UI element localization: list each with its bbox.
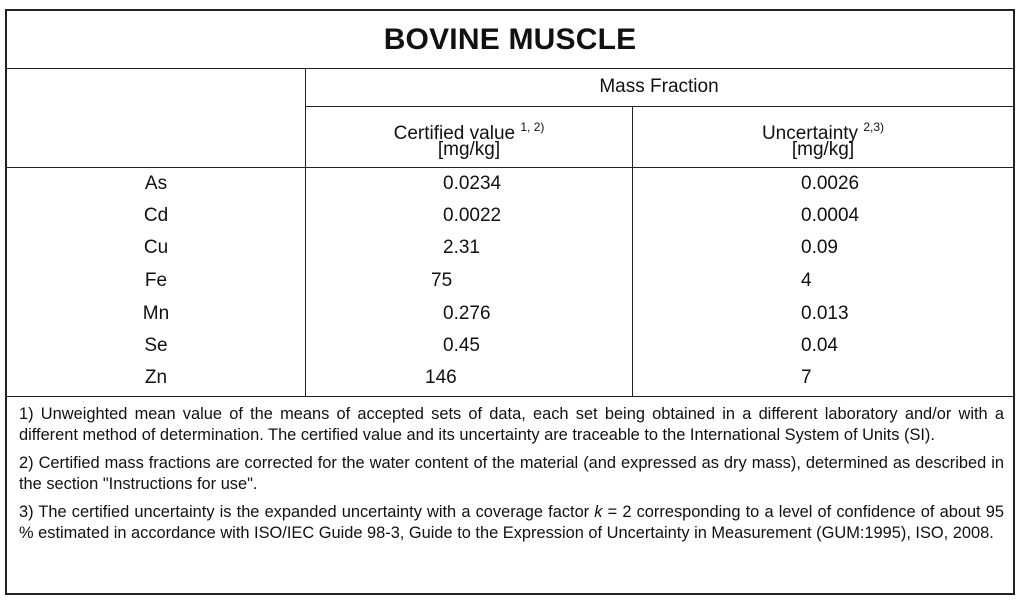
- uncertainty-cell: 0.04: [801, 335, 838, 356]
- certified-value-header: [306, 106, 632, 167]
- certified-value-cell: 0.45: [443, 335, 480, 356]
- footnote-2: 2) Certified mass fractions are corrected for the water content of the material (and expressed as dry mass), determined as described in the section "Instructions for use".: [19, 454, 1004, 493]
- uncertainty-cell: 0.09: [801, 237, 838, 258]
- certified-value-cell: 2.31: [443, 237, 480, 258]
- certified-value-footnote-ref: 1, 2): [520, 120, 545, 134]
- element-cell: As: [144, 173, 168, 194]
- footnote-3-text-end: = 2 corresponding to a level of confidence of about 95 % estimated in accordance with ISO/IEC Guide 98-3, Guide to the Expression of Uncertainty in Measurement (GUM:1995), ISO, 2008.: [19, 503, 1004, 542]
- table-row: [7, 168, 1013, 200]
- uncertainty-unit: [mg/kg]: [791, 139, 855, 160]
- table-row: [7, 200, 1013, 232]
- certified-value-label: Certified value: [393, 123, 516, 144]
- element-cell: Mn: [142, 303, 170, 324]
- table-row: [7, 362, 1013, 394]
- mass-fraction-header: Mass Fraction: [599, 76, 719, 97]
- table-row: [7, 298, 1013, 330]
- table-row: [7, 232, 1013, 264]
- uncertainty-cell: 7: [801, 367, 812, 388]
- table-row: [7, 265, 1013, 297]
- certified-value-cell: 0.276: [443, 303, 491, 324]
- certified-value-cell: 0.0022: [443, 205, 502, 226]
- uncertainty-footnote-ref: 2,3): [863, 120, 885, 134]
- certificate-table: [5, 9, 1015, 595]
- element-cell: Zn: [144, 367, 168, 388]
- footnotes: [7, 396, 1013, 593]
- element-cell: Se: [144, 335, 168, 356]
- uncertainty-cell: 0.0004: [801, 205, 860, 226]
- table-title: BOVINE MUSCLE: [7, 11, 1013, 69]
- element-cell: Cu: [143, 237, 169, 258]
- uncertainty-cell: 0.013: [801, 303, 849, 324]
- uncertainty-cell: 0.0026: [801, 173, 860, 194]
- element-cell: Fe: [144, 270, 168, 291]
- data-table: [7, 68, 1013, 396]
- table-row: [7, 330, 1013, 362]
- certified-value-unit: [mg/kg]: [437, 139, 501, 160]
- footnote-3: [19, 502, 1004, 544]
- certified-value-cell: 75: [431, 270, 453, 291]
- certified-value-cell: 0.0234: [443, 173, 502, 194]
- uncertainty-header: [633, 106, 1013, 167]
- certified-value-cell: 146: [425, 367, 457, 388]
- footnote-1: 1) Unweighted mean value of the means of accepted sets of data, each set being obtained in a different laboratory and/or with a different method of determination. The certified value and its uncertainty are traceable to the International System of Units (SI).: [19, 405, 1004, 444]
- uncertainty-cell: 4: [801, 270, 812, 291]
- element-cell: Cd: [143, 205, 169, 226]
- uncertainty-label: Uncertainty: [761, 123, 859, 144]
- coverage-factor-symbol: k: [594, 503, 603, 521]
- footnote-3-text-start: 3) The certified uncertainty is the expanded uncertainty with a coverage factor: [19, 503, 595, 521]
